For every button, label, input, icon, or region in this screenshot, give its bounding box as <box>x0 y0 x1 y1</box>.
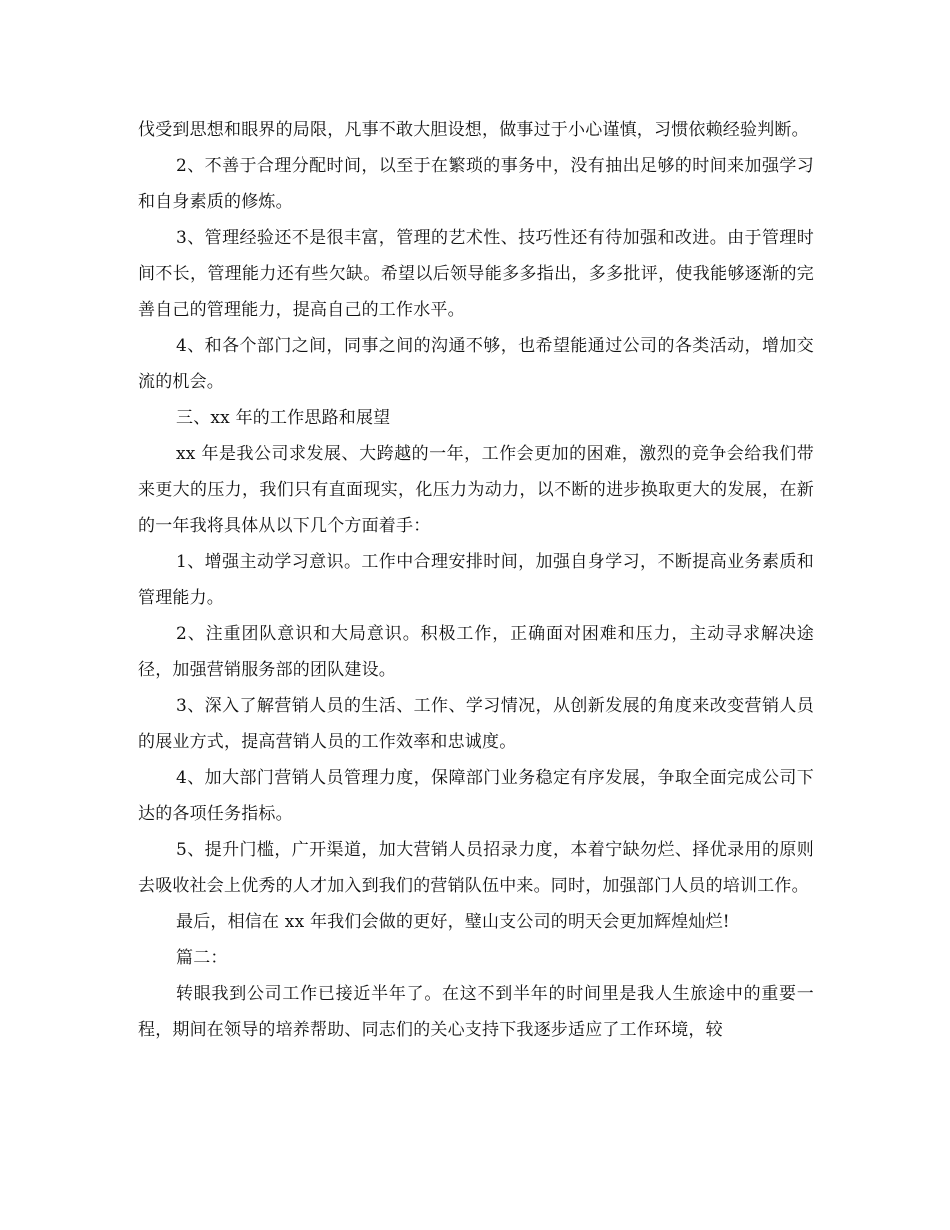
paragraph-item-2-time: 2、不善于合理分配时间，以至于在繁琐的事务中，没有抽出足够的时间来加强学习和自身素质的修炼。 <box>138 156 814 212</box>
paragraph-plan-3: 3、深入了解营销人员的生活、工作、学习情况，从创新发展的角度来改变营销人员的展业方式，提高营销人员的工作效率和忠诚度。 <box>138 696 814 752</box>
paragraph-part-two-intro: 转眼我到公司工作已接近半年了。在这不到半年的时间里是我人生旅途中的重要一程，期间在领导的培养帮助、同志们的关心支持下我逐步适应了工作环境，较 <box>138 984 814 1040</box>
section-heading-part-two: 篇二： <box>176 948 228 968</box>
paragraph-conclusion: 最后，相信在 xx 年我们会做的更好，璧山支公司的明天会更加辉煌灿烂! <box>176 912 730 932</box>
paragraph-plan-4: 4、加大部门营销人员管理力度，保障部门业务稳定有序发展，争取全面完成公司下达的各项任务指标。 <box>138 768 814 824</box>
paragraph-plan-2: 2、注重团队意识和大局意识。积极工作，正确面对困难和压力，主动寻求解决途径，加强营销服务部的团队建设。 <box>138 624 814 680</box>
paragraph-item-4-communication: 4、和各个部门之间，同事之间的沟通不够，也希望能通过公司的各类活动，增加交流的机会。 <box>138 336 814 392</box>
paragraph-continuation: 伐受到思想和眼界的局限，凡事不敢大胆设想，做事过于小心谨慎，习惯依赖经验判断。 <box>138 120 809 140</box>
document-body <box>138 112 814 1048</box>
paragraph-plan-1: 1、增强主动学习意识。工作中合理安排时间，加强自身学习，不断提高业务素质和管理能力。 <box>138 552 814 608</box>
paragraph-intro-plan: xx 年是我公司求发展、大跨越的一年，工作会更加的困难，激烈的竞争会给我们带来更大的压力，我们只有直面现实，化压力为动力，以不断的进步换取更大的发展，在新的一年我将具体从以下几个方面着手： <box>138 444 814 536</box>
paragraph-item-3-management: 3、管理经验还不是很丰富，管理的艺术性、技巧性还有待加强和改进。由于管理时间不长，管理能力还有些欠缺。希望以后领导能多多指出，多多批评，使我能够逐渐的完善自己的管理能力，提高自己的工作水平。 <box>138 228 814 320</box>
section-heading-3: 三、xx 年的工作思路和展望 <box>176 408 391 428</box>
paragraph-plan-5: 5、提升门槛，广开渠道，加大营销人员招录力度，本着宁缺勿烂、择优录用的原则去吸收社会上优秀的人才加入到我们的营销队伍中来。同时，加强部门人员的培训工作。 <box>138 840 814 896</box>
